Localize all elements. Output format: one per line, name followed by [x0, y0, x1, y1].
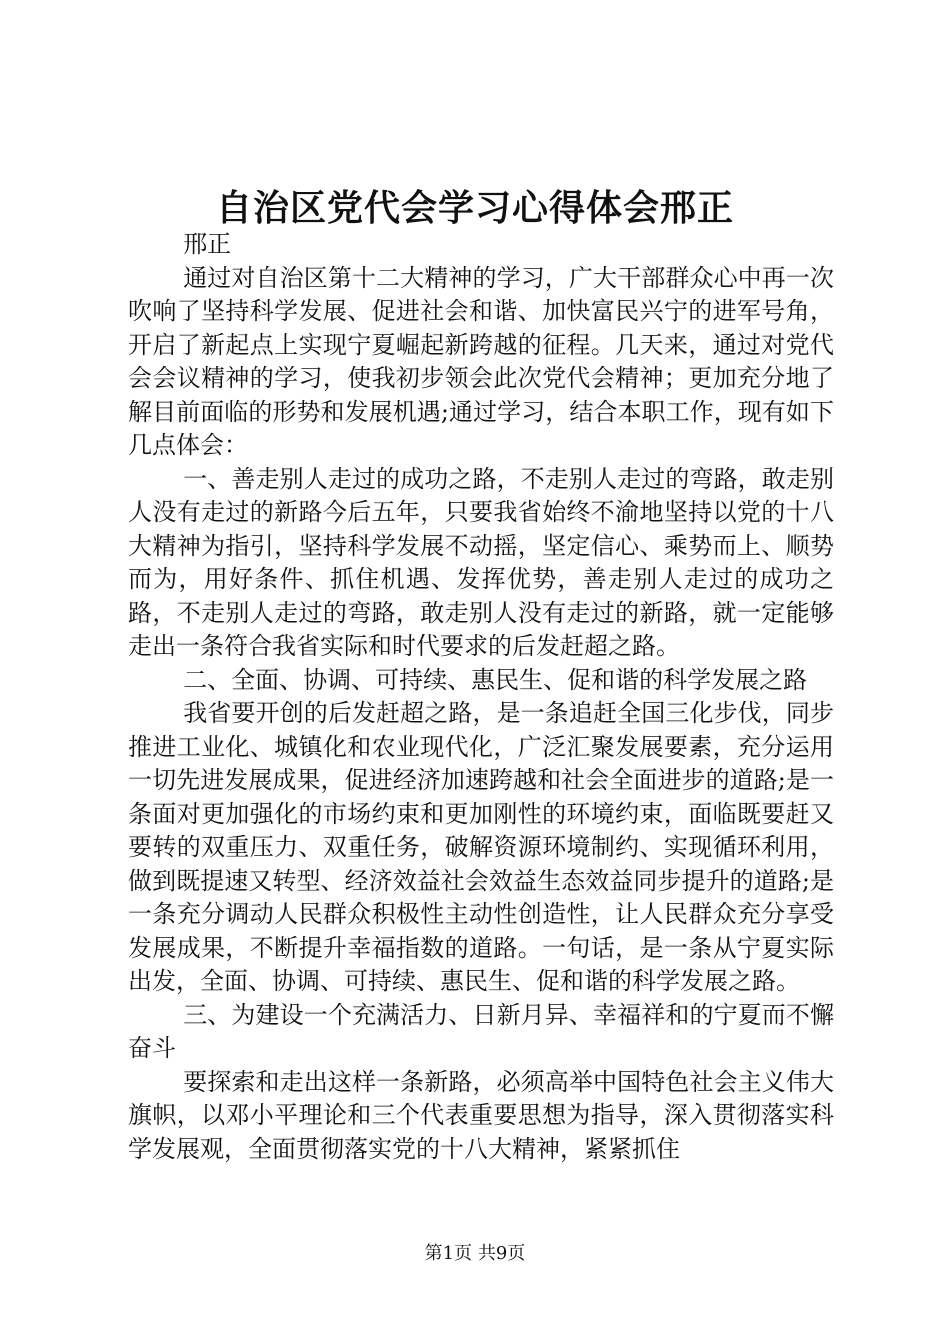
author-line: 邢正 — [183, 230, 232, 258]
heading-point-three: 三、为建设一个充满活力、日新月异、幸福祥和的宁夏而不懈奋斗 — [128, 1000, 834, 1062]
paragraph-point-one: 一、善走别人走过的成功之路，不走别人走过的弯路，敢走别人没有走过的新路今后五年，只要我省始终不渝地坚持以党的十八大精神为指引，坚持科学发展不动摇，坚定信心、乘势而上、顺势而为，用好条件、抓住机遇、发挥优势，善走别人走过的成功之路，不走别人走过的弯路，敢走别人没有走过的新路，就一定能够走出一条符合我省实际和时代要求的后发赶超之路。 — [128, 464, 834, 660]
document-body — [128, 228, 834, 1166]
heading-point-two: 二、全面、协调、可持续、惠民生、促和谐的科学发展之路 — [183, 665, 808, 694]
paragraph-point-two: 我省要开创的后发赶超之路，是一条追赶全国三化步伐，同步推进工业化、城镇化和农业现代化，广泛汇聚发展要素，充分运用一切先进发展成果，促进经济加速跨越和社会全面进步的道路;是一条面对更加强化的市场约束和更加刚性的环境约束，面临既要赶又要转的双重压力、双重任务，破解资源环境制约、实现循环利用，做到既提速又转型、经济效益社会效益生态效益同步提升的道路;是一条充分调动人民群众积极性主动性创造性，让人民群众充分享受发展成果，不断提升幸福指数的道路。一句话，是一条从宁夏实际出发，全面、协调、可持续、惠民生、促和谐的科学发展之路。 — [128, 699, 834, 995]
paragraph-point-three: 要探索和走出这样一条新路，必须高举中国特色社会主义伟大旗帜，以邓小平理论和三个代表重要思想为指导，深入贯彻落实科学发展观，全面贯彻落实党的十八大精神，紧紧抓住 — [128, 1067, 834, 1163]
paragraph-intro: 通过对自治区第十二大精神的学习，广大干部群众心中再一次吹响了坚持科学发展、促进社会和谐、加快富民兴宁的进军号角，开启了新起点上实现宁夏崛起新跨越的征程。几天来，通过对党代会会议精神的学习，使我初步领会此次党代会精神；更加充分地了解目前面临的形势和发展机遇;通过学习，结合本职工作，现有如下几点体会： — [128, 263, 834, 459]
document-title: 自治区党代会学习心得体会邢正 — [215, 187, 734, 229]
page-footer: 第1页 共9页 — [424, 1243, 526, 1264]
